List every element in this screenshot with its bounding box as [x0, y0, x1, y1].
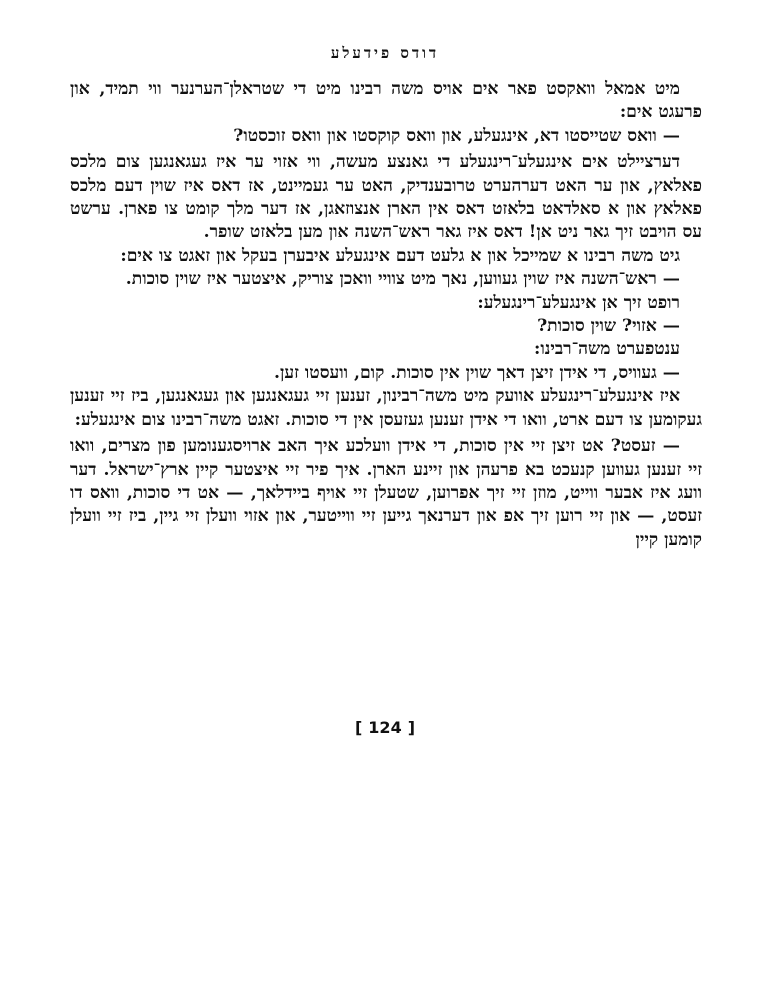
- paragraph-8: ענטפערט משה־רבינו:: [534, 339, 680, 360]
- body-text: [70, 78, 702, 552]
- paragraph-5: — ראש־השנה איז שוין געווען, נאך מיט צוויי וואכן צוריק, איצטער איז שוין סוכות.: [125, 269, 680, 290]
- paragraph-7: — אזוי? שוין סוכות?: [537, 316, 680, 337]
- paragraph-10: איז אינגעלע־רינגעלע אוועק מיט משה־רבינון, זענען זיי געגאנגען און געגאנגען, ביז זיי זענען געקומען צו דעם ארט, וואו די אידן זענען געזעסן אין די סוכות. זאגט משה־רבינו צום אינגעלע:: [70, 386, 702, 430]
- folio-close-bracket: ]: [407, 718, 416, 737]
- page-number: [0, 718, 770, 737]
- running-head: דודס פידעלע: [330, 44, 440, 62]
- paragraph-3: דערציילט אים אינגעלע־רינגעלע די גאנצע מעשה, ווי אזוי ער איז געגאנגען צום מלכס פאלאץ, און ער האט דערהערט טרובענדיק, האט ער געמיינט, אז דאס איז שוין דעם מלכס פאלאץ און א סאלדאט בלאזט דאס אין הארן אנצוזאגן, אז דער מלך קומט צו פארן. ערשט עס הויבט זיך גאר ניט אן! דאס איז גאר ראש־השנה און מען בלאזט שופר.: [70, 152, 702, 243]
- paragraph-9: — געוויס, די אידן זיצן דאך שוין אין סוכות. קום, וועסטו זען.: [274, 362, 680, 383]
- paragraph-11: — זעסט? אט זיצן זיי אין סוכות, די אידן וועלכע איך האב ארויסגענומען פון מצרים, וואו זיי זענען געווען קנעכט בא פרעהן און זיינע הארן. איך פיר זיי איצטער קיין ארץ־ישראל. דער וועג איז אבער ווייט, מוזן זיי זיך אפרוען, שטעלן זיי אויף ביידלאך, — אט די סוכות, וואס דו זעסט, — און זיי רוען זיך אפ און דערנאך גייען זיי ווייטער, און אזוי וועלן זיי גיין, ביז זיי וועלן קומען קיין: [70, 436, 702, 550]
- paragraph-4: גיט משה רבינו א שמייכל און א גלעט דעם אינגעלע איבערן בעקל און זאגט צו אים:: [120, 245, 680, 266]
- folio-open-bracket: [: [354, 718, 363, 737]
- paragraph-1: מיט אמאל וואקסט פאר אים אויס משה רבינו מיט די שטראלן־הערנער ווי תמיד, און פרעגט אים:: [70, 79, 702, 123]
- page-number-value: 124: [368, 718, 402, 737]
- paragraph-6: רופט זיך אן אינגעלע־רינגעלע:: [477, 292, 680, 313]
- paragraph-2: — וואס שטייסטו דא, אינגעלע, און וואס קוקסטו און וואס זוכסטו?: [233, 125, 680, 146]
